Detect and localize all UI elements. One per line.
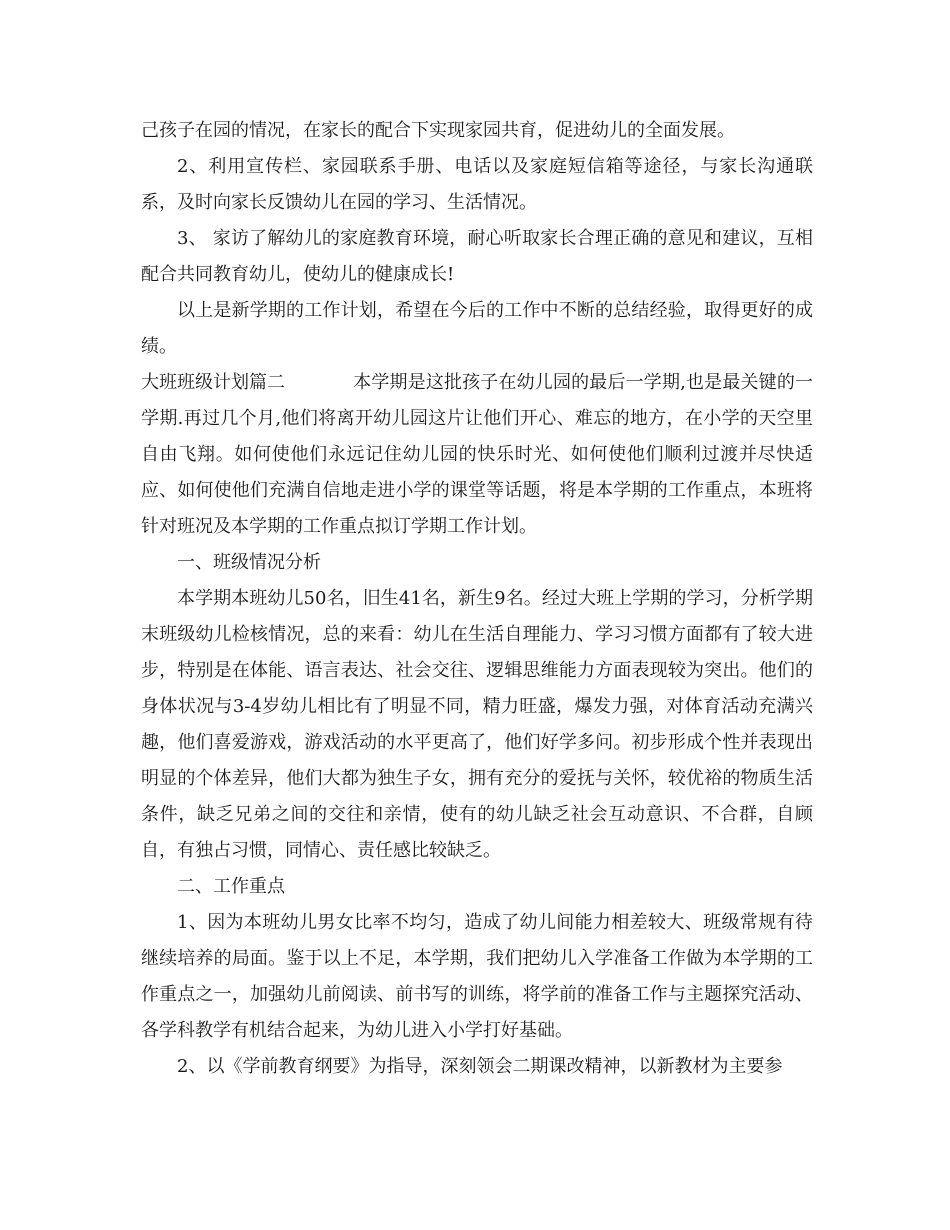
heading-class-analysis: 一、班级情况分析: [177, 552, 321, 573]
document-body: [141, 113, 813, 1085]
paragraph-analysis: 本学期本班幼儿50名，旧生41名，新生9名。经过大班上学期的学习，分析学期末班级幼儿检核情况，总的来看：幼儿在生活自理能力、学习习惯方面都有了较大进步，特别是在体能、语言表达、社会交往、逻辑思维能力方面表现较为突出。他们的身体状况与3-4岁幼儿相比有了明显不同，精力旺盛，爆发力强，对体育活动充满兴趣，他们喜爱游戏，游戏活动的水平更高了，他们好学多问。初步形成个性并表现出明显的个体差异，他们大都为独生子女，拥有充分的爱抚与关怀，较优裕的物质生活条件，缺乏兄弟之间的交往和亲情，使有的幼儿缺乏社会互动意识、不合群，自顾自，有独占习惯，同情心、责任感比较缺乏。: [141, 588, 813, 861]
section-2-intro: 本学期是这批孩子在幼儿园的最后一学期,也是最关键的一学期.再过几个月,他们将离开幼儿园这片让他们开心、难忘的地方，在小学的天空里自由飞翔。如何使他们永远记住幼儿园的快乐时光、如何使他们顺利过渡并尽快适应、如何使他们充满自信地走进小学的课堂等话题，将是本学期的工作重点，本班将针对班况及本学期的工作重点拟订学期工作计划。: [141, 372, 813, 537]
paragraph-focus-1: 1、因为本班幼儿男女比率不均匀，造成了幼儿间能力相差较大、班级常规有待继续培养的局面。鉴于以上不足，本学期，我们把幼儿入学准备工作做为本学期的工作重点之一，加强幼儿前阅读、前书写的训练，将学前的准备工作与主题探究活动、各学科教学有机结合起来，为幼儿进入小学打好基础。: [141, 912, 813, 1041]
paragraph-focus-2: 2、以《学前教育纲要》为指导，深刻领会二期课改精神，以新教材为主要参: [177, 1056, 783, 1077]
paragraph-item-3: 3、 家访了解幼儿的家庭教育环境，耐心听取家长合理正确的意见和建议，互相配合共同教育幼儿，使幼儿的健康成长!: [141, 228, 813, 285]
paragraph-item-2: 2、利用宣传栏、家园联系手册、电话以及家庭短信箱等途径，与家长沟通联系，及时向家长反馈幼儿在园的学习、生活情况。: [141, 156, 813, 213]
heading-work-focus: 二、工作重点: [177, 876, 285, 897]
paragraph-summary: 以上是新学期的工作计划，希望在今后的工作中不断的总结经验，取得更好的成绩。: [141, 300, 813, 357]
section-2-title: 大班班级计划篇二: [141, 372, 285, 393]
section-2-block: [141, 365, 813, 545]
paragraph-continuation: 己孩子在园的情况，在家长的配合下实现家园共育，促进幼儿的全面发展。: [141, 120, 735, 141]
